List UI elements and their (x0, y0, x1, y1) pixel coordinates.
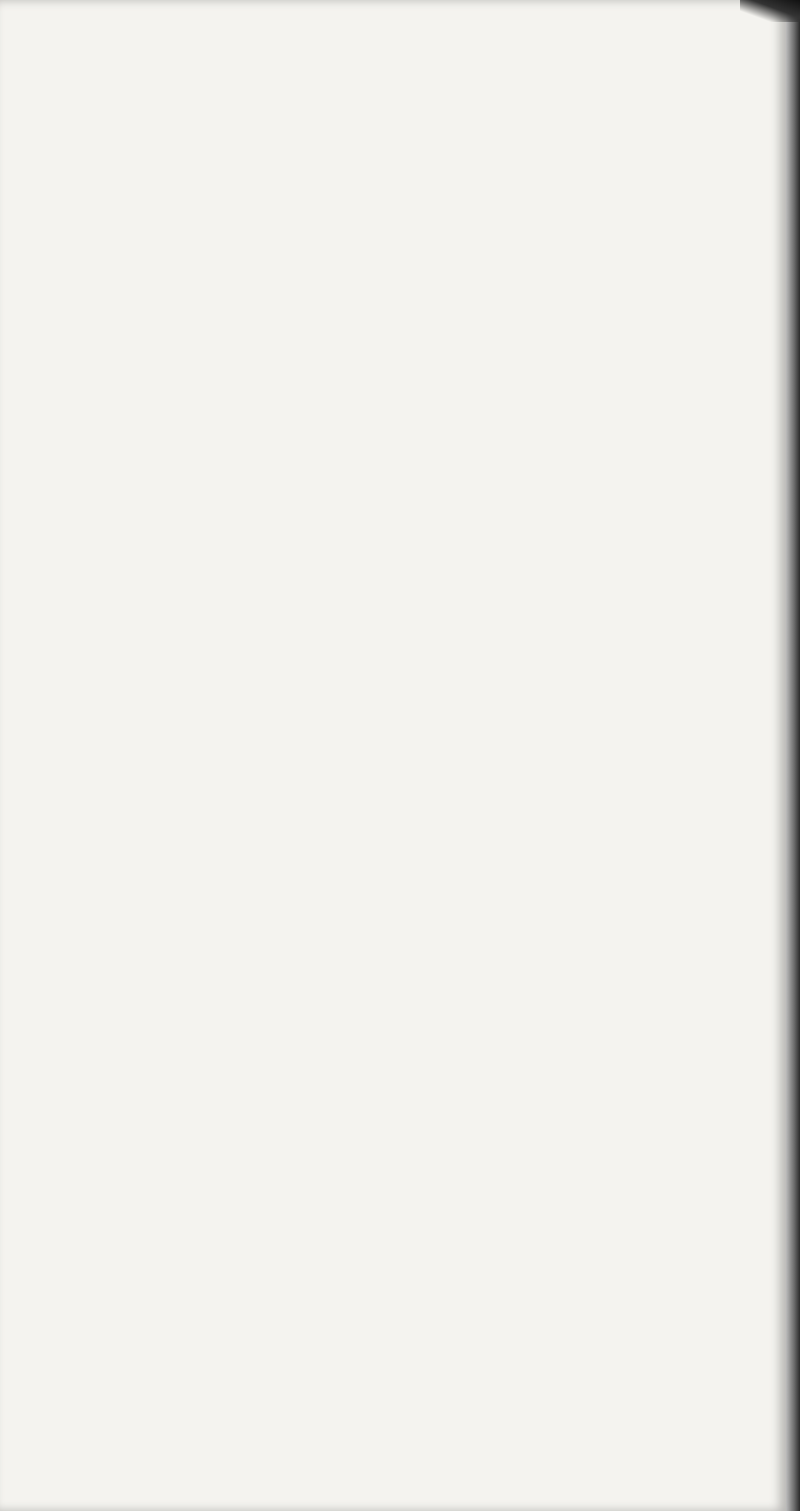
catchword (44, 132, 744, 166)
chapter-heading (44, 88, 744, 132)
page-edge-shadow (786, 0, 800, 1511)
page-header (44, 40, 744, 80)
text-block (44, 88, 744, 166)
page-corner-shadow (740, 0, 800, 22)
